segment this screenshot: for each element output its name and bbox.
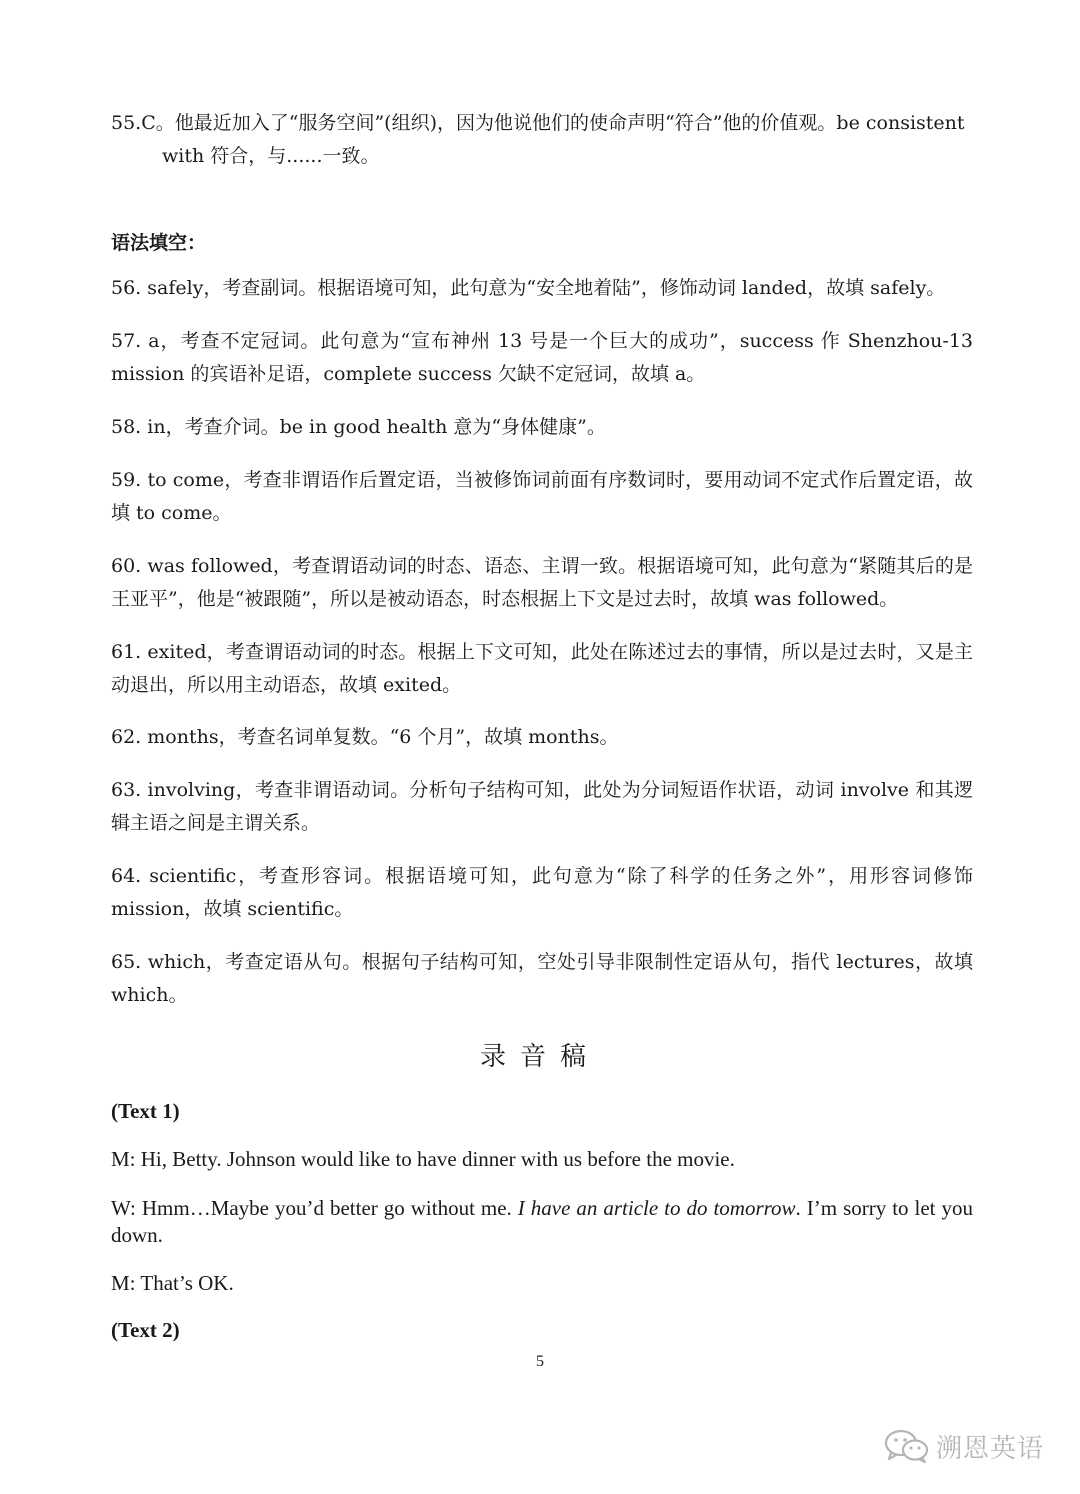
answer-62: 62. months，考查名词单复数。“6 个月”，故填 months。 (111, 726, 619, 748)
text2-label: (Text 2) (111, 1318, 180, 1342)
answer-55-line2: with 符合，与......一致。 (162, 145, 380, 167)
answer-59: 59. to come，考查非谓语作后置定语，当被修饰词前面有序数词时，要用动词不定式作后置定语，故填 to come。 (111, 469, 973, 524)
transcript-title: 录音稿 (479, 1042, 600, 1072)
dialog-line-m1: M: Hi, Betty. Johnson would like to have dinner with us before the movie. (111, 1147, 735, 1171)
answer-58: 58. in，考查介词。be in good health 意为“身体健康”。 (111, 416, 606, 438)
dialog-line-m2: M: That’s OK. (111, 1271, 234, 1295)
answer-56: 56. safely，考查副词。根据语境可知，此句意为“安全地着陆”，修饰动词 landed，故填 safely。 (111, 277, 946, 299)
dialog-line-w1 (111, 1195, 973, 1249)
watermark-text: 溯恩英语 (936, 1433, 1045, 1464)
text1-label: (Text 1) (111, 1099, 180, 1123)
wechat-icon (884, 1428, 930, 1464)
dialog-line-w1-italic: I have an article to do tomorrow (517, 1196, 796, 1220)
page-number: 5 (536, 1353, 544, 1370)
dialog-line-w1-start: W: Hmm…Maybe you’d better go without me. (111, 1196, 518, 1220)
watermark (884, 1426, 1044, 1466)
answer-63: 63. involving，考查非谓语动词。分析句子结构可知，此处为分词短语作状语，动词 involve 和其逻辑主语之间是主谓关系。 (111, 779, 973, 834)
answer-64: 64. scientific，考查形容词。根据语境可知，此句意为“除了科学的任务之外”，用形容词修饰 mission，故填 scientific。 (111, 865, 973, 920)
dialog-line-w1-end: . I’m sorry to let you down. (111, 1196, 973, 1247)
answer-55-line1: 55.C。他最近加入了“服务空间”(组织)，因为他说他们的使命声明“符合”他的价值观。be consistent (111, 112, 965, 134)
answer-61: 61. exited，考查谓语动词的时态。根据上下文可知，此处在陈述过去的事情，所以是过去时，又是主动退出，所以用主动语态，故填 exited。 (111, 641, 973, 696)
answer-57: 57. a，考查不定冠词。此句意为“宣布神州 13 号是一个巨大的成功”，success 作 Shenzhou-13 mission 的宾语补足语，complete success 欠缺不定冠词，故填 a。 (111, 330, 973, 385)
answer-55 (111, 107, 973, 173)
section-heading-grammar: 语法填空： (111, 232, 207, 254)
answer-65: 65. which，考查定语从句。根据句子结构可知，空处引导非限制性定语从句，指代 lectures，故填 which。 (111, 951, 973, 1006)
answer-60: 60. was followed，考查谓语动词的时态、语态、主谓一致。根据语境可知，此句意为“紧随其后的是王亚平”，他是“被跟随”，所以是被动语态，时态根据上下文是过去时，故填 was followed。 (111, 555, 973, 610)
